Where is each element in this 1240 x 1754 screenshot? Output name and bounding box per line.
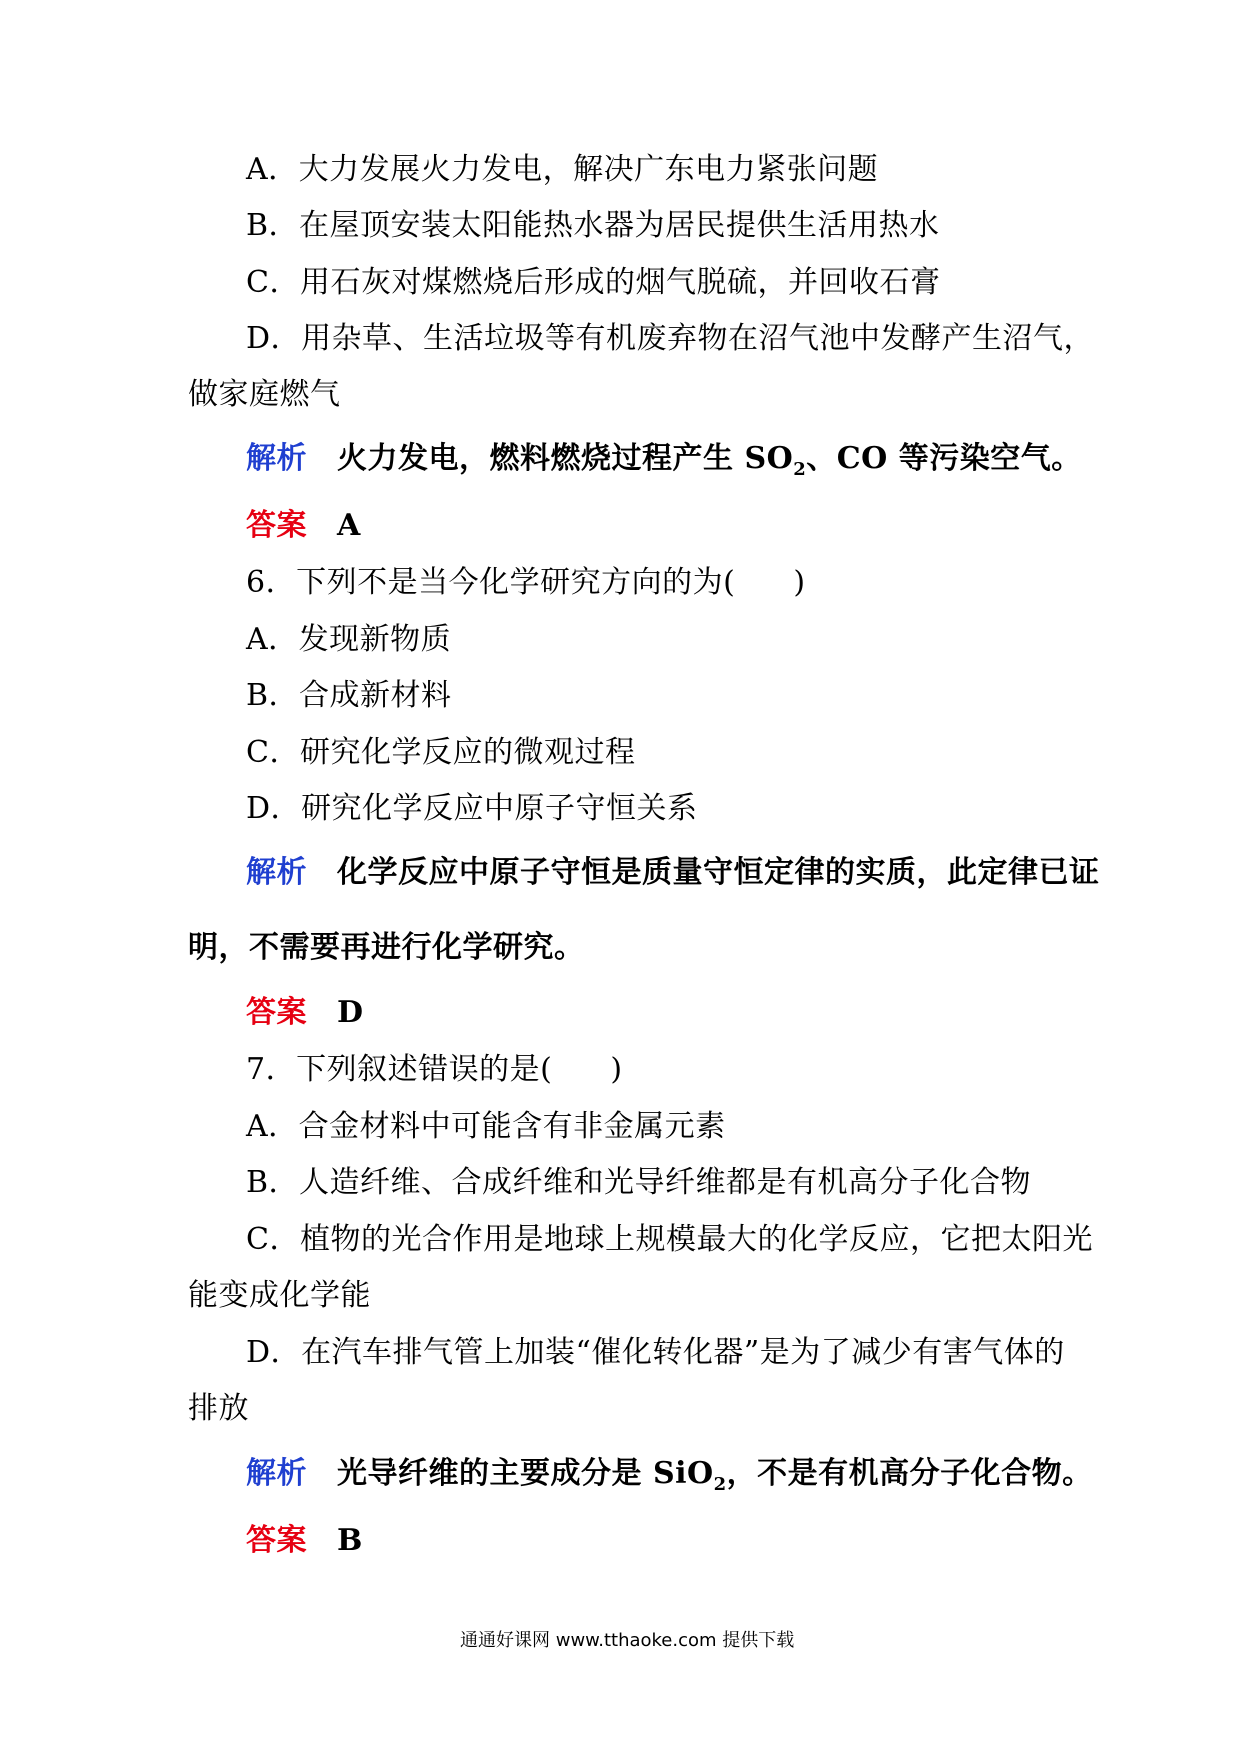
answer-label: 答案 [246,995,307,1030]
option-text: 植物的光合作用是地球上规模最大的化学反应，它把太阳光 [299,1222,1093,1257]
q6-option-b [246,678,452,714]
option-key: B． [246,208,300,243]
answer-value: D [337,995,364,1030]
q6-option-a [246,622,451,658]
option-key: C． [246,735,300,770]
option-key: A． [246,622,299,657]
analysis-label: 解析 [246,441,307,476]
analysis-text-end: ，不是有机高分子化合物。 [726,1456,1093,1491]
q7-option-a [246,1109,726,1145]
q7-option-b [246,1165,1031,1201]
bracket-close: ) [610,1052,623,1087]
question-stem: 下列不是当今化学研究方向的为( [296,565,736,600]
q6-analysis [246,855,1100,891]
option-key: D． [246,1335,302,1370]
option-key: C． [246,265,300,300]
answer-label: 答案 [246,508,307,543]
q7-answer [246,1523,363,1559]
option-text: 在屋顶安装太阳能热水器为居民提供生活用热水 [299,208,940,243]
page-footer: 通通好课网 www.tthaoke.com 提供下载 [460,1630,795,1651]
option-key: A． [246,152,299,187]
analysis-text: 火力发电，燃料燃烧过程产生 SO [337,441,794,476]
subscript: 2 [713,1474,727,1495]
subscript: 2 [793,459,807,480]
analysis-text: 化学反应中原子守恒是质量守恒定律的实质，此定律已证 [337,855,1100,890]
q7-option-c-continued: 能变成化学能 [188,1278,371,1313]
option-text: 合金材料中可能含有非金属元素 [298,1109,726,1144]
option-text: 用石灰对煤燃烧后形成的烟气脱硫，并回收石膏 [299,265,941,300]
option-text: 研究化学反应的微观过程 [299,735,636,770]
prev-option-a [246,152,878,188]
q7-option-d-continued: 排放 [188,1391,249,1426]
prev-option-d [246,321,1094,357]
option-text: 人造纤维、合成纤维和光导纤维都是有机高分子化合物 [299,1165,1032,1200]
prev-option-d-continued: 做家庭燃气 [188,377,341,412]
option-key: A． [246,1109,299,1144]
option-text: 研究化学反应中原子守恒关系 [301,791,698,826]
q7-stem [246,1052,623,1088]
option-text: 用杂草、生活垃圾等有机废弃物在沼气池中发酵产生沼气， [301,321,1095,356]
q7-analysis [246,1456,1093,1503]
prev-answer [246,508,361,544]
option-key: D． [246,791,302,826]
prev-option-c [246,265,940,301]
q6-option-d [246,791,698,827]
option-text: 发现新物质 [298,622,452,657]
answer-label: 答案 [246,1523,307,1558]
option-text: 大力发展火力发电，解决广东电力紧张问题 [298,152,879,187]
option-key: B． [246,678,300,713]
prev-option-b [246,208,940,244]
q6-stem [246,565,806,601]
option-key: B． [246,1165,300,1200]
analysis-text: 光导纤维的主要成分是 SiO [337,1456,714,1491]
bracket-close: ) [793,565,806,600]
question-number: 7． [246,1052,297,1087]
q7-option-c [246,1222,1093,1258]
answer-value: B [337,1523,363,1558]
q6-analysis-continued: 明，不需要再进行化学研究。 [188,930,585,965]
q7-option-d [246,1335,1065,1371]
option-text: 在汽车排气管上加装“催化转化器”是为了减少有害气体的 [301,1335,1065,1370]
q6-answer [246,995,364,1031]
analysis-label: 解析 [246,855,307,890]
option-key: C． [246,1222,300,1257]
prev-analysis [246,441,1082,488]
analysis-text-end: 、CO 等污染空气。 [806,441,1082,476]
question-number: 6． [246,565,297,600]
q6-option-c [246,735,635,771]
answer-value: A [337,508,361,543]
option-text: 合成新材料 [299,678,452,713]
option-key: D． [246,321,302,356]
question-stem: 下列叙述错误的是( [296,1052,553,1087]
analysis-label: 解析 [246,1456,307,1491]
